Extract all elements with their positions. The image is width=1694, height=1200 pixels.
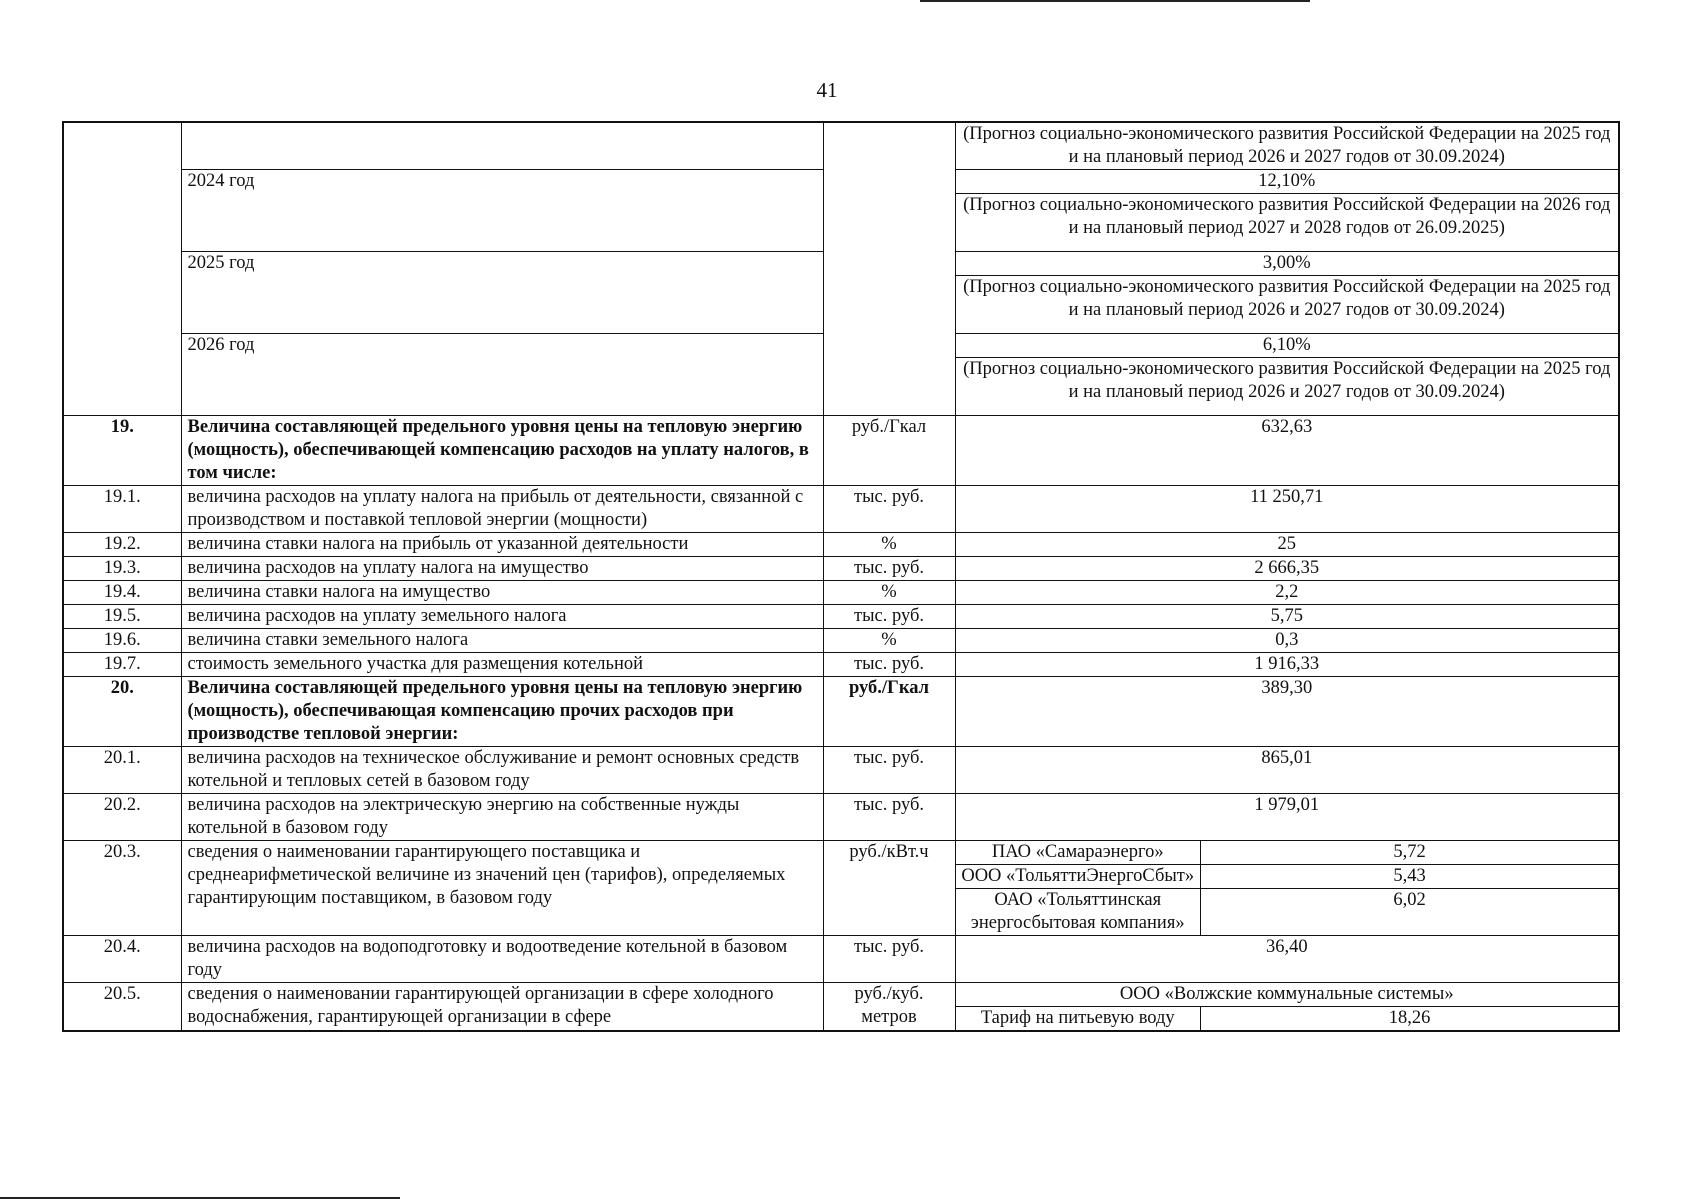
row-value: 389,30 — [955, 677, 1619, 747]
row-description: величина расходов на электрическую энергию на собственные нужды котельной в базовом году — [181, 794, 823, 841]
table-row — [63, 841, 1619, 936]
scan-bottom-line — [0, 1197, 400, 1199]
forecast-value-block — [955, 170, 1619, 252]
row-value: 25 — [955, 533, 1619, 557]
row-number: 20.3. — [63, 841, 181, 936]
table-row — [63, 581, 1619, 605]
scan-top-line — [920, 0, 1310, 2]
row-description: величина ставки налога на прибыль от указанной деятельности — [181, 533, 823, 557]
tariff-label: Тариф на питьевую воду — [956, 1007, 1201, 1031]
row-number: 20.5. — [63, 983, 181, 1032]
table-row — [63, 677, 1619, 747]
row-number: 19.3. — [63, 557, 181, 581]
row-value: 5,75 — [955, 605, 1619, 629]
supplier-table — [956, 841, 1619, 935]
row-description: стоимость земельного участка для размещения котельной — [181, 653, 823, 677]
row-unit: тыс. руб. — [823, 653, 955, 677]
row-unit: руб./куб. метров — [823, 983, 955, 1032]
row-unit: тыс. руб. — [823, 794, 955, 841]
row-number: 19. — [63, 416, 181, 486]
table-row — [63, 629, 1619, 653]
row-description: величина расходов на уплату налога на имущество — [181, 557, 823, 581]
table-row — [63, 557, 1619, 581]
table-row — [63, 486, 1619, 533]
row-number: 20.1. — [63, 747, 181, 794]
table-row — [63, 605, 1619, 629]
supplier-value: 5,43 — [1201, 865, 1619, 889]
forecast-value: 12,10% — [1258, 171, 1316, 191]
row-number: 20. — [63, 677, 181, 747]
row-unit: тыс. руб. — [823, 747, 955, 794]
table-row — [63, 983, 1619, 1032]
row-value: 865,01 — [955, 747, 1619, 794]
forecast-note: (Прогноз социально-экономического развития Российской Федерации на 2026 год и на плановый период 2027 и 2028 годов от 26.09.2025) — [956, 194, 1619, 241]
supplier-name: ОАО «Тольяттинская энергосбытовая компания» — [956, 889, 1201, 936]
table-row — [63, 533, 1619, 557]
row-value: 11 250,71 — [955, 486, 1619, 533]
supplier-name: ПАО «Самараэнерго» — [991, 842, 1164, 862]
row-number: 19.4. — [63, 581, 181, 605]
row-unit: тыс. руб. — [823, 486, 955, 533]
forecast-year: 2025 год — [181, 252, 823, 334]
row-number: 19.7. — [63, 653, 181, 677]
row-number: 19.1. — [63, 486, 181, 533]
row-unit: тыс. руб. — [823, 936, 955, 983]
table-row — [63, 653, 1619, 677]
forecast-note: (Прогноз социально-экономического развития Российской Федерации на 2025 год и на плановый период 2026 и 2027 годов от 30.09.2024) — [955, 122, 1619, 170]
table-row — [63, 747, 1619, 794]
row-value: 2 666,35 — [955, 557, 1619, 581]
row-unit: руб./кВт.ч — [823, 841, 955, 936]
row-value: 2,2 — [955, 581, 1619, 605]
row-description: величина ставки налога на имущество — [181, 581, 823, 605]
supplier-name: ООО «ТольяттиЭнергоСбыт» — [956, 865, 1201, 889]
row-description: величина расходов на техническое обслуживание и ремонт основных средств котельной и тепловых сетей в базовом году — [181, 747, 823, 794]
empty-num-cell — [63, 122, 181, 416]
supplier-value: 6,02 — [1201, 889, 1619, 936]
forecast-year: 2024 год — [181, 170, 823, 252]
row-description: величина расходов на уплату земельного налога — [181, 605, 823, 629]
forecast-row — [63, 122, 1619, 170]
forecast-value-block — [955, 252, 1619, 334]
row-description: сведения о наименовании гарантирующей организации в сфере холодного водоснабжения, гарантирующей организации в сфере — [181, 983, 823, 1032]
row-number: 19.6. — [63, 629, 181, 653]
row-number: 20.4. — [63, 936, 181, 983]
row-unit: руб./Гкал — [823, 677, 955, 747]
water-organization: ООО «Волжские коммунальные системы» — [1119, 984, 1454, 1004]
row-value: 0,3 — [955, 629, 1619, 653]
row-value: 632,63 — [955, 416, 1619, 486]
row-description: величина расходов на водоподготовку и водоотведение котельной в базовом году — [181, 936, 823, 983]
forecast-note: (Прогноз социально-экономического развития Российской Федерации на 2025 год и на плановый период 2026 и 2027 годов от 30.09.2024) — [956, 358, 1619, 405]
supplier-value: 5,72 — [1201, 841, 1619, 865]
row-unit: % — [823, 629, 955, 653]
table-row — [63, 794, 1619, 841]
row-value: 1 979,01 — [955, 794, 1619, 841]
row-unit: % — [823, 581, 955, 605]
row-description: величина расходов на уплату налога на прибыль от деятельности, связанной с производством и поставкой тепловой энергии (мощности) — [181, 486, 823, 533]
forecast-year-cell — [181, 122, 823, 170]
row-number: 19.5. — [63, 605, 181, 629]
supplier-table-cell — [955, 841, 1619, 936]
forecast-year: 2026 год — [181, 334, 823, 416]
row-unit: тыс. руб. — [823, 605, 955, 629]
row-value: 1 916,33 — [955, 653, 1619, 677]
page-number: 41 — [816, 78, 838, 102]
forecast-value-block — [955, 334, 1619, 416]
forecast-note: (Прогноз социально-экономического развития Российской Федерации на 2025 год и на плановый период 2026 и 2027 годов от 30.09.2024) — [956, 276, 1619, 323]
row-description: Величина составляющей предельного уровня цены на тепловую энергию (мощность), обеспечивающей компенсацию расходов на уплату налогов, в том числе: — [181, 416, 823, 486]
data-table — [62, 121, 1620, 1032]
row-number: 19.2. — [63, 533, 181, 557]
row-value: 36,40 — [955, 936, 1619, 983]
row-unit: тыс. руб. — [823, 557, 955, 581]
row-number: 20.2. — [63, 794, 181, 841]
row-description: Величина составляющей предельного уровня цены на тепловую энергию (мощность), обеспечивающая компенсацию прочих расходов при производстве тепловой энергии: — [181, 677, 823, 747]
empty-unit-cell — [823, 122, 955, 416]
row-unit: руб./Гкал — [823, 416, 955, 486]
tariff-value: 18,26 — [1201, 1007, 1619, 1031]
water-org-cell — [955, 983, 1619, 1032]
row-description: сведения о наименовании гарантирующего поставщика и среднеарифметической величине из значений цен (тарифов), определяемых гарантирующим поставщиком, в базовом году — [181, 841, 823, 936]
water-org-table — [956, 983, 1619, 1030]
table-row — [63, 936, 1619, 983]
forecast-value: 6,10% — [1262, 335, 1311, 355]
table-row — [63, 416, 1619, 486]
forecast-value: 3,00% — [1262, 253, 1311, 273]
row-unit: % — [823, 533, 955, 557]
row-description: величина ставки земельного налога — [181, 629, 823, 653]
